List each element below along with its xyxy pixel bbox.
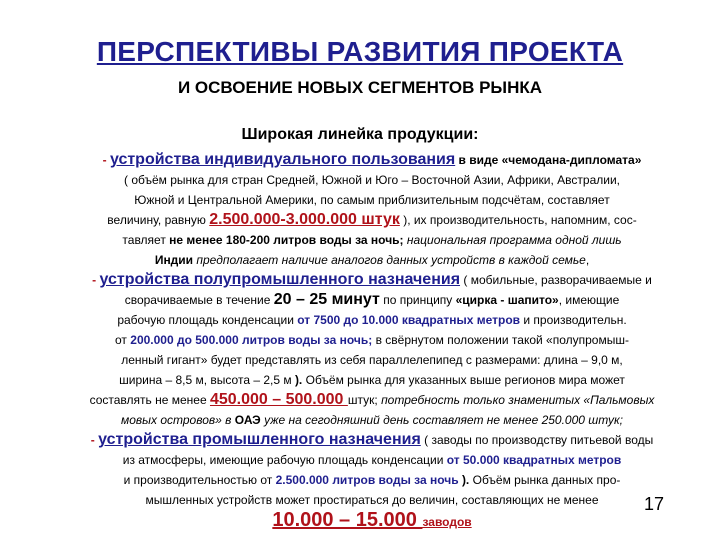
- body-line: [58, 250, 686, 270]
- text-segment: -: [92, 273, 100, 287]
- body-line: [58, 410, 686, 430]
- text-segment: Южной и Центральной Америки, по самым приблизительным подсчётам, составляет: [134, 193, 610, 207]
- body-line: [58, 210, 686, 230]
- text-segment: рабочую площадь конденсации: [117, 313, 298, 327]
- text-segment: ширина – 8,5 м, высота – 2,5 м: [119, 373, 295, 387]
- text-segment: в свёрнутом положении такой «полупромыш-: [372, 333, 629, 347]
- text-segment: ленный гигант» будет представлять из себя параллелепипед с размерами: длина – 9,0 м,: [121, 353, 623, 367]
- body-line: [58, 150, 686, 170]
- text-segment: составлять не менее: [89, 393, 210, 407]
- text-segment: от 50.000 квадратных метров: [446, 453, 622, 467]
- text-segment: , имеющие: [558, 293, 620, 307]
- text-segment: 450.000 – 500.000: [209, 391, 348, 408]
- text-segment: не менее 180-200 литров воды за ночь;: [169, 233, 404, 247]
- body-line: [58, 310, 686, 330]
- text-segment: из атмосферы, имеющие рабочую площадь конденсации: [122, 453, 447, 467]
- text-segment: штук;: [347, 393, 382, 407]
- text-segment: Объём рынка данных про-: [469, 473, 621, 487]
- text-segment: 10.000 – 15.000: [272, 509, 423, 531]
- text-segment: и производительностью от: [123, 473, 276, 487]
- text-segment: устройства промышленного назначения: [98, 431, 421, 448]
- text-segment: предполагает наличие аналогов данных устройств в каждой семье: [193, 253, 586, 267]
- text-segment: 20 – 25 минут: [273, 291, 380, 308]
- text-segment: ), их производительность, напомним, сос-: [399, 213, 637, 227]
- body-line: [58, 230, 686, 250]
- text-segment: 2.500.000 литров воды за ночь: [275, 473, 459, 487]
- text-segment: потребность только знаменитых «Пальмовых: [381, 393, 655, 407]
- text-segment: ( мобильные, разворачиваемые и: [460, 273, 652, 287]
- section-heading: Широкая линейка продукции:: [241, 126, 479, 143]
- page-number: 17: [643, 494, 664, 514]
- body-line: [58, 350, 686, 370]
- body-line: [58, 490, 686, 510]
- slide-subtitle: И ОСВОЕНИЕ НОВЫХ СЕГМЕНТОВ РЫНКА: [177, 78, 543, 97]
- body-line: [58, 170, 686, 190]
- body-line: [58, 330, 686, 350]
- text-segment: ОАЭ: [234, 413, 261, 427]
- text-segment: Индии: [154, 253, 194, 267]
- text-segment: от: [115, 333, 131, 347]
- text-segment: 200.000 до 500.000 литров воды за ночь;: [130, 333, 373, 347]
- body-line: [58, 450, 686, 470]
- text-segment: -: [102, 153, 110, 167]
- text-segment: 2.500.000-3.000.000 штук: [209, 211, 400, 228]
- text-segment: в виде «чемодана-дипломата»: [455, 153, 642, 167]
- text-segment: мышленных устройств может простираться до величин, составляющих не менее: [145, 493, 599, 507]
- text-segment: ( объём рынка для стран Средней, Южной и Юго – Восточной Азии, Африки, Австралии,: [124, 173, 620, 187]
- body-line: [58, 270, 686, 290]
- text-segment: ( заводы по производству питьевой воды: [420, 433, 654, 447]
- text-segment: национальная программа одной лишь: [403, 233, 622, 247]
- body-line: [58, 370, 686, 390]
- text-segment: и производительн.: [520, 313, 627, 327]
- text-segment: мовых островов» в: [121, 413, 235, 427]
- text-segment: сворачиваемые в течение: [124, 293, 274, 307]
- text-segment: ).: [294, 373, 303, 387]
- body-text: [58, 150, 686, 532]
- text-segment: величину, равную: [107, 213, 210, 227]
- body-line: [58, 470, 686, 490]
- body-line: [58, 430, 686, 450]
- body-line: [58, 510, 686, 532]
- body-line: [58, 390, 686, 410]
- text-segment: -: [90, 433, 99, 447]
- text-segment: заводов: [422, 515, 472, 529]
- body-line: [58, 290, 686, 310]
- text-segment: ).: [461, 473, 470, 487]
- text-segment: устройства индивидуального пользования: [109, 151, 456, 168]
- slide-title: ПЕРСПЕКТИВЫ РАЗВИТИЯ ПРОЕКТА: [96, 36, 624, 67]
- body-line: [58, 190, 686, 210]
- text-segment: по принципу: [379, 293, 456, 307]
- text-segment: ,: [585, 253, 590, 267]
- text-segment: Объём рынка для указанных выше регионов мира может: [302, 373, 625, 387]
- text-segment: тавляет: [122, 233, 170, 247]
- text-segment: устройства полупромышленного назначения: [99, 271, 461, 288]
- text-segment: от 7500 до 10.000 квадратных метров: [297, 313, 521, 327]
- text-segment: уже на сегодняшний день составляет не менее 250.000 штук;: [260, 413, 623, 427]
- text-segment: «цирка - шапито»: [455, 293, 559, 307]
